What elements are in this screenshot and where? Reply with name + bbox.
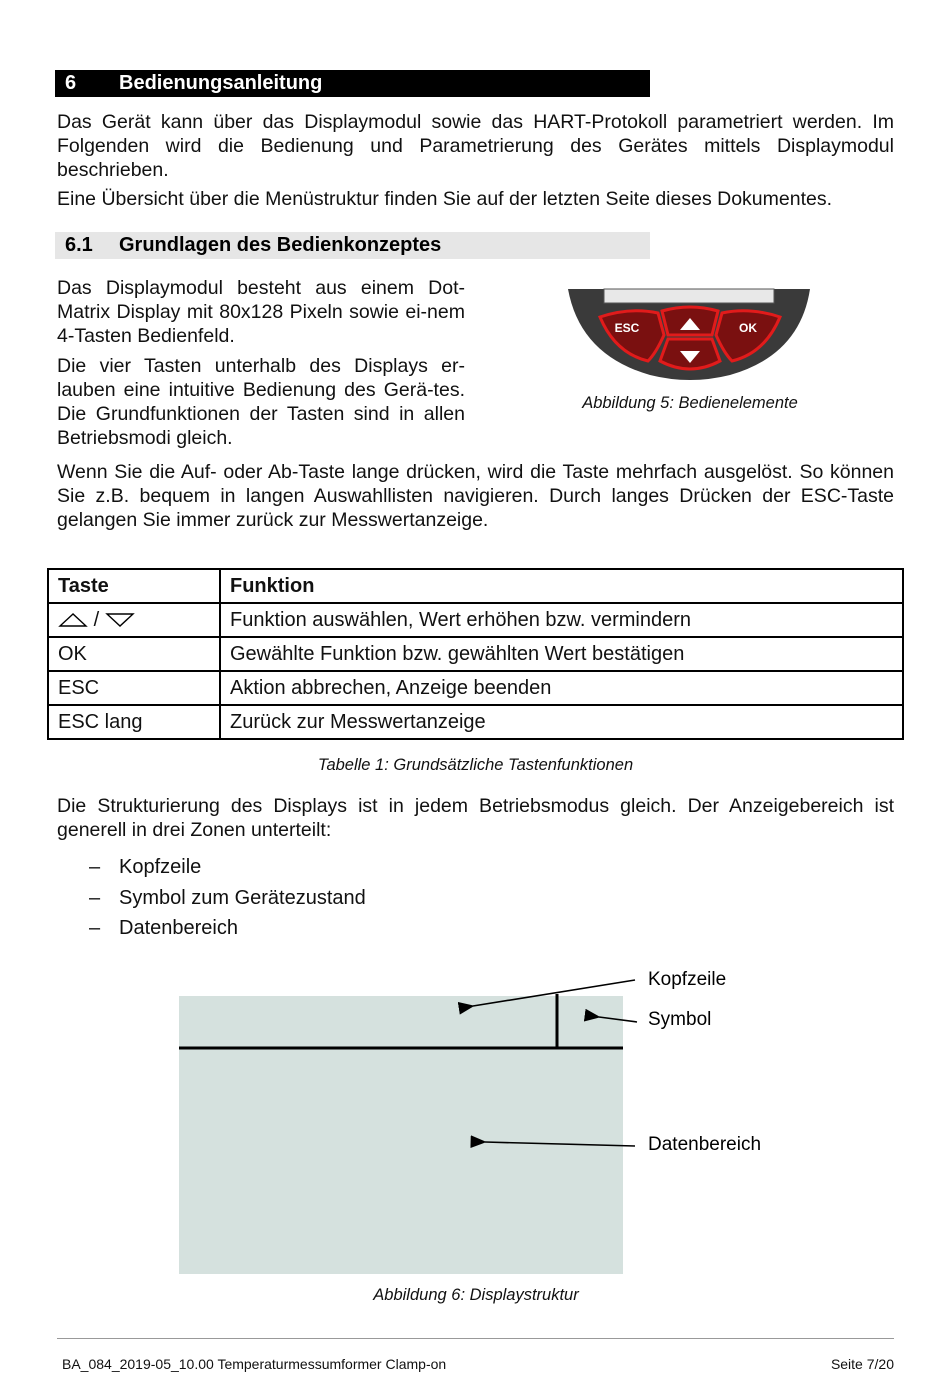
zone-list	[89, 852, 589, 944]
list-item: – Symbol zum Gerätezustand	[89, 886, 366, 909]
section-number: 6	[65, 72, 77, 94]
table-cell-key: ESC lang	[48, 705, 220, 739]
keypad-illustration	[560, 285, 820, 385]
table-cell-key: OK	[48, 637, 220, 671]
table-cell-key: ESC	[48, 671, 220, 705]
data-zone-label: Datenbereich	[648, 1134, 762, 1155]
figure6-caption: Abbildung 6: Displaystruktur	[373, 1286, 579, 1304]
structure-text	[57, 794, 894, 842]
ok-key-label: OK	[739, 321, 757, 335]
footer-document-id: BA_084_2019-05_10.00 Temperaturmessumformer Clamp-on	[62, 1356, 447, 1372]
esc-key-label: ESC	[614, 321, 640, 335]
list-item: – Kopfzeile	[89, 856, 202, 878]
list-item: – Datenbereich	[89, 917, 238, 939]
intro-paragraph-1: Das Gerät kann über das Displaymodul sowie das HART-Protokoll parametriert werden. Im Folgenden wird die Bedienung und Parametrierung des Gerätes mittels Displaymodul beschrieben.	[57, 111, 894, 181]
table-header-key: Taste	[48, 569, 220, 603]
footer-divider	[57, 1338, 894, 1339]
table-cell-function: Zurück zur Messwertanzeige	[220, 705, 903, 739]
arrow-separator: /	[93, 608, 100, 631]
table-cell-arrow-keys	[48, 603, 220, 637]
figure5-caption: Abbildung 5: Bedienelemente	[582, 394, 798, 412]
header-zone-label: Kopfzeile	[648, 969, 727, 990]
table-cell-function: Aktion abbrechen, Anzeige beenden	[220, 671, 903, 705]
table-header-function: Funktion	[220, 569, 903, 603]
key-function-table	[47, 568, 904, 740]
table-header-row	[48, 569, 903, 603]
subsection-title: Grundlagen des Bedienkonzeptes	[119, 234, 442, 256]
symbol-zone-label: Symbol	[648, 1009, 712, 1030]
footer-page-number: Seite 7/20	[830, 1356, 894, 1372]
table-row	[48, 603, 903, 637]
section-title: Bedienungsanleitung	[119, 72, 323, 94]
table-cell-function: Gewählte Funktion bzw. gewählten Wert bestätigen	[220, 637, 903, 671]
long-press-text	[57, 460, 894, 532]
structure-paragraph: Die Strukturierung des Displays ist in jedem Betriebsmodus gleich. Der Anzeigebereich ist generell in drei Zonen unterteilt:	[57, 795, 894, 841]
subsection-heading	[55, 232, 650, 259]
concept-paragraph-2: Die vier Tasten unterhalb des Displays er-lauben eine intuitive Bedienung des Gerä-tes. Die Grundfunktionen der Tasten sind in allen Betriebsmodi gleich.	[57, 355, 465, 449]
table-cell-function: Funktion auswählen, Wert erhöhen bzw. vermindern	[220, 603, 903, 637]
concept-paragraph-1: Das Displaymodul besteht aus einem Dot-Matrix Display mit 80x128 Pixeln sowie ei-nem 4-Tasten Bedienfeld.	[57, 277, 465, 347]
intro	[57, 110, 894, 211]
section-heading	[55, 70, 650, 97]
keypad-figure	[560, 285, 820, 385]
table-caption: Tabelle 1: Grundsätzliche Tastenfunktionen	[317, 756, 634, 774]
subsection-number: 6.1	[65, 234, 93, 256]
down-triangle-icon	[105, 612, 135, 628]
concept-text	[57, 276, 465, 450]
table-row	[48, 671, 903, 705]
display-structure-figure	[179, 966, 799, 1276]
table-row	[48, 705, 903, 739]
up-triangle-icon	[58, 612, 88, 628]
intro-paragraph-2: Eine Übersicht über die Menüstruktur finden Sie auf der letzten Seite dieses Dokumentes.	[57, 188, 833, 210]
table-row	[48, 637, 903, 671]
concept-paragraph-3: Wenn Sie die Auf- oder Ab-Taste lange drücken, wird die Taste mehrfach ausgelöst. So können Sie z.B. bequem in langen Auswahllisten navigieren. Durch langes Drücken der ESC-Taste gelangen Sie immer zurück zur Messwertanzeige.	[57, 461, 894, 531]
